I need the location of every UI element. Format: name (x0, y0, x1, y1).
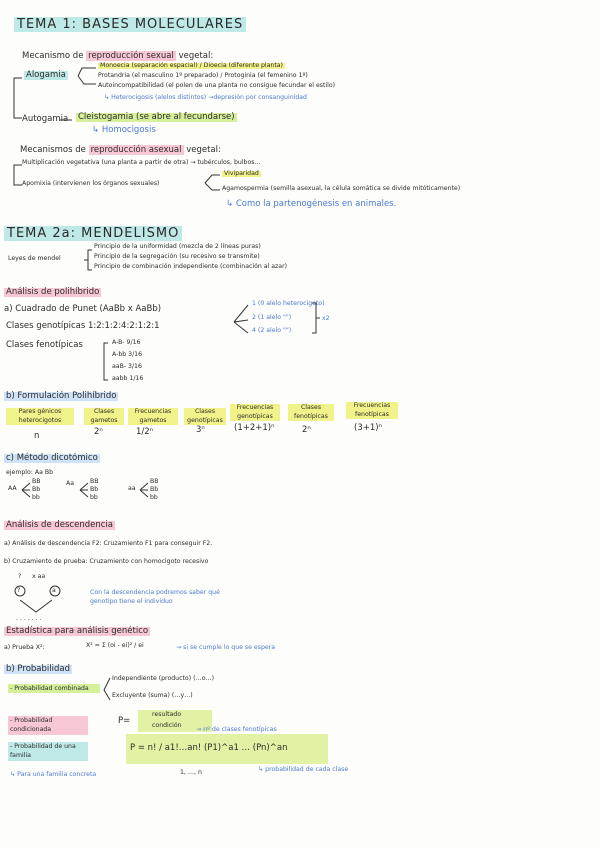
homocigosis-note: ↳ Homocigosis (92, 125, 156, 135)
heterocigosis-note: ↳ Heterocigosis (alelos distintos) →depresión por consanguinidad (104, 94, 307, 101)
mec-sexual-b: reproducción sexual (88, 51, 174, 61)
dico-aa-lower: aa (128, 485, 136, 492)
apomixia-text: Apomixia (intervienen los órganos sexuales) (22, 180, 160, 187)
p-eq: P= (118, 716, 131, 726)
tema2-title: TEMA 2a: MENDELISMO (4, 226, 182, 241)
ley-3: Principio de combinación independiente (combinación al azar) (94, 263, 288, 270)
multiplicacion-text: Multiplicación vegetativa (una planta a partir de otra) → tubérculos, bulbos… (22, 159, 261, 166)
alogamia-item-2: Protandria (el masculino 1º preparado) / Protoginia (el femenino 1º) (98, 72, 308, 79)
descendencia-title: Análisis de descendencia (6, 520, 113, 530)
formula-sub: 1, …, n (180, 769, 202, 776)
dico-3: bb (32, 494, 40, 501)
brace-item-1: 1 (0 alelo heterocigoto) (252, 300, 325, 307)
num-clases-note: → nº de clases fenotípicas (196, 726, 277, 733)
form-value-5: (1+2+1)ⁿ (234, 423, 275, 433)
dico-8: Bb (150, 486, 159, 493)
chi-formula: X² = Σ (oi - ei)² / ei (86, 642, 144, 649)
fen-row-1: A-B- 9/16 (112, 339, 141, 346)
alogamia-item-3: Autoincompatibilidad (el polen de una planta no consigue fecundar el estilo) (98, 82, 336, 89)
clases-fenotipicas: Clases fenotípicas (6, 340, 83, 350)
form-value-3: 1/2ⁿ (136, 427, 154, 437)
alogamia-label: Alogamia (26, 70, 66, 80)
p-num: resultado (152, 711, 182, 718)
polihibrido-title: Análisis de polihíbrido (6, 287, 100, 297)
mec-asexual-line (20, 146, 221, 155)
independiente-text: Independiente (producto) (…o…) (112, 675, 215, 682)
prob-condicionada: - Probabilidad condicionada (8, 716, 88, 735)
form-value-7: (3+1)ⁿ (354, 423, 382, 433)
brace-x2: x2 (322, 315, 330, 322)
dico-aa-upper: AA (8, 485, 17, 492)
dico-aa-mid: Aa (66, 480, 75, 487)
formula-p: P = n! / a1!…an! (P1)^a1 … (Pn)^an (130, 743, 288, 753)
chi-note: → si se cumple lo que se espera (176, 644, 276, 651)
prueba-label: a) Prueba X²: (4, 644, 45, 651)
mec-sexual-a: Mecanismo de (22, 51, 84, 61)
dicotomico-title: c) Método dicotómico (6, 453, 98, 463)
clases-genotipicas: Clases genotípicas 1:2:1:2:4:2:1:2:1 (6, 321, 160, 331)
ley-2: Principio de la segregación (su recesivo se transmite) (94, 253, 260, 260)
dico-5: Bb (90, 486, 99, 493)
form-header-5: Frecuencias genotípicas (230, 404, 280, 421)
partenogenesis-note: ↳ Como la partenogénesis en animales. (226, 199, 397, 209)
dico-1: BB (32, 478, 41, 485)
cleistogamia-text: Cleistogamia (se abre al fecundarse) (78, 112, 235, 122)
prob-familia: - Probabilidad de una familia (8, 742, 88, 761)
estadistica-title: Estadística para análisis genético (6, 626, 149, 636)
form-header-7: Frecuencias fenotípicas (346, 402, 398, 419)
form-value-2: 2ⁿ (94, 427, 103, 437)
ejemplo-text: ejemplo: Aa Bb (6, 469, 54, 476)
probabilidad-title: b) Probabilidad (6, 664, 70, 674)
brace-item-2: 2 (1 alelo "") (252, 314, 292, 321)
fen-row-3: aaB- 3/16 (112, 363, 142, 370)
cross-q2: ? (17, 587, 21, 594)
brace-item-3: 4 (2 alelo "") (252, 327, 292, 334)
dots: . . . . . . . (16, 615, 42, 622)
form-value-1: n (34, 431, 40, 441)
familia-note: ↳ Para una familia concreta (10, 771, 97, 778)
cross-x: x aa (32, 573, 46, 580)
form-header-3: Frecuencias gametos (128, 408, 178, 425)
mec-sexual-line (22, 52, 213, 61)
dico-4: BB (90, 478, 99, 485)
form-header-2: Clases gametos (84, 408, 124, 425)
form-header-6: Clases fenotípicas (288, 404, 334, 421)
desc-b: b) Cruzamiento de prueba: Cruzamiento con homocigoto recesivo (4, 558, 209, 565)
mec-asexual-a: Mecanismos de (20, 145, 86, 155)
excluyente-text: Excluyente (suma) (…y…) (112, 692, 193, 699)
dico-6: bb (90, 494, 98, 501)
viviparidad-text: Viviparidad (224, 170, 259, 177)
tema1-title: TEMA 1: BASES MOLECULARES (14, 17, 246, 32)
form-value-6: 2ⁿ (302, 425, 311, 435)
desc-note: Con la descendencia podremos saber qué genotipo tiene el individuo (90, 589, 220, 606)
p-den: condición (152, 722, 182, 729)
prob-combinada: - Probabilidad combinada (8, 684, 100, 693)
form-value-4: 3ⁿ (196, 425, 205, 435)
dico-9: bb (150, 494, 158, 501)
leyes-label: Leyes de mendel (8, 255, 61, 262)
agamospermia-text: Agamospermia (semilla asexual, la célula somática se divide mitóticamente) (222, 185, 461, 192)
alogamia-item-1: Monoecia (separación espacial) / Dioecia (diferente planta) (100, 62, 283, 69)
ley-1: Principio de la uniformidad (mezcla de 2 líneas puras) (94, 243, 261, 250)
punnet-line: a) Cuadrado de Punet (AaBb x AaBb) (4, 304, 162, 314)
form-header-1: Pares génicos heterocigotos (6, 408, 74, 425)
dico-2: Bb (32, 486, 41, 493)
prob-clase-note: ↳ probabilidad de cada clase (258, 766, 349, 773)
cross-q1: ? (18, 573, 22, 580)
desc-a: a) Análisis de descendencia F2: Cruzamiento F1 para conseguir F2. (4, 540, 213, 547)
mec-asexual-c: vegetal: (186, 145, 221, 155)
mec-asexual-b: reproducción asexual (90, 145, 182, 155)
cross-a: a (52, 587, 56, 594)
mec-sexual-c: vegetal: (178, 51, 214, 61)
autogamia-label: Autogamia (22, 114, 69, 124)
dico-7: BB (150, 478, 159, 485)
formulacion-title: b) Formulación Polihíbrido (6, 391, 117, 401)
fen-row-4: aabb 1/16 (112, 375, 144, 382)
form-header-4: Clases genotípicas (184, 408, 226, 425)
fen-row-2: A-bb 3/16 (112, 351, 143, 358)
